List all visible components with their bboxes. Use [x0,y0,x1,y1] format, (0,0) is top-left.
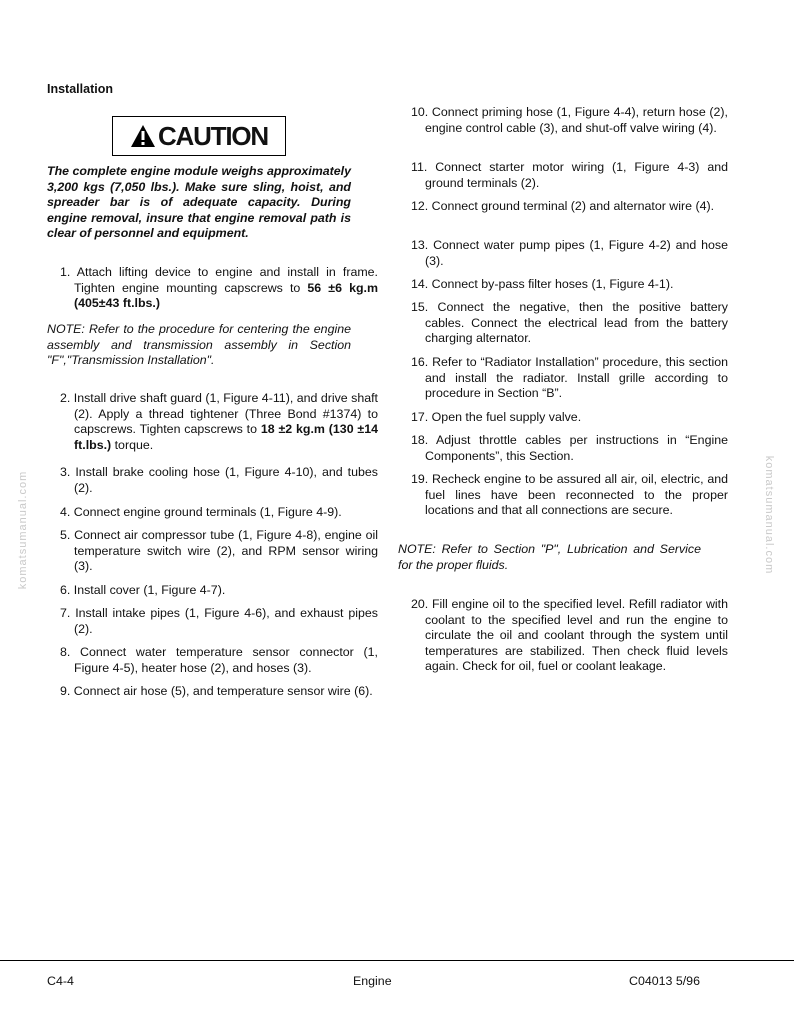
step-16: 16. Refer to “Radiator Installation” procedure, this section and install the radiator. Install grille according to procedure in Section “B”. [411,355,728,401]
step-17: 17. Open the fuel supply valve. [411,410,582,424]
footer-doc-code: C04013 5/96 [629,974,700,988]
step-9: 9. Connect air hose (5), and temperature sensor wire (6). [60,684,373,698]
watermark-left: komatsumanual.com [17,470,30,590]
step-1 [47,265,378,312]
step-7: 7. Install intake pipes (1, Figure 4-6), and exhaust pipes (2). [60,606,378,636]
footer-section-name: Engine [353,974,392,988]
step-2-suffix: torque. [111,437,154,452]
step-2-text: 2. Install drive shaft guard (1, Figure 4-11), and drive shaft (2). Apply a thread tightener (Three Bond #1374) to capscrews. Tighten capscrews to [60,391,378,437]
step-1-torque: 56 ±6 kg.m (405±43 ft.lbs.) [74,280,378,311]
step-2 [47,391,378,453]
step-8: 8. Connect water temperature sensor connector (1, Figure 4-5), heater hose (2), and hoses (3). [60,645,378,675]
step-6: 6. Install cover (1, Figure 4-7). [60,583,226,597]
section-heading: Installation [47,82,113,96]
caution-word: CAUTION [157,121,269,151]
step-15: 15. Connect the negative, then the positive battery cables. Connect the electrical lead from the battery charging alternator. [411,300,728,346]
footer-page-number: C4-4 [47,974,74,988]
step-3: 3. Install brake cooling hose (1, Figure 4-10), and tubes (2). [60,465,378,495]
footer-rule [0,960,794,961]
step-10: 10. Connect priming hose (1, Figure 4-4), return hose (2), engine control cable (3), and shut-off valve wiring (4). [411,105,728,135]
step-2-torque: 18 ±2 kg.m (130 ±14 ft.lbs.) [74,422,379,452]
step-14: 14. Connect by-pass filter hoses (1, Figure 4-1). [411,277,674,291]
warning-triangle-icon [130,124,156,148]
note-centering: NOTE: Refer to the procedure for centering the engine assembly and transmission assembly in Section "F","Transmission Installation". [47,322,351,368]
step-4: 4. Connect engine ground terminals (1, Figure 4-9). [60,505,342,519]
step-12: 12. Connect ground terminal (2) and alternator wire (4). [411,199,715,213]
step-13: 13. Connect water pump pipes (1, Figure 4-2) and hose (3). [411,238,728,268]
step-20: 20. Fill engine oil to the specified level. Refill radiator with coolant to the specified level and run the engine to circulate the oil and coolant through the system until temperatures are stabilized. Then check fluid levels again. Check for oil, fuel or coolant leakage. [411,597,728,674]
step-19: 19. Recheck engine to be assured all air, oil, electric, and fuel lines have been reconnected to the proper locations and that all connections are secure. [411,472,728,518]
warning-text: The complete engine module weighs approximately 3,200 kgs (7,050 lbs.). Make sure sling, hoist, and spreader bar is of adequate capacity. During engine removal, insure that engine removal path is clear of personnel and equipment. [47,164,351,241]
watermark-right: komatsumanual.com [762,455,775,575]
step-18: 18. Adjust throttle cables per instructions in “Engine Components”, this Section. [411,433,728,463]
note-lubrication: NOTE: Refer to Section "P", Lubrication and Service for the proper fluids. [398,542,701,572]
step-5: 5. Connect air compressor tube (1, Figure 4-8), engine oil temperature switch wire (2), and RPM sensor wiring (3). [60,528,378,574]
step-1-text: 1. Attach lifting device to engine and install in frame. Tighten engine mounting capscrews to [60,265,378,295]
caution-banner [112,116,286,156]
step-11: 11. Connect starter motor wiring (1, Figure 4-3) and ground terminals (2). [411,160,728,190]
